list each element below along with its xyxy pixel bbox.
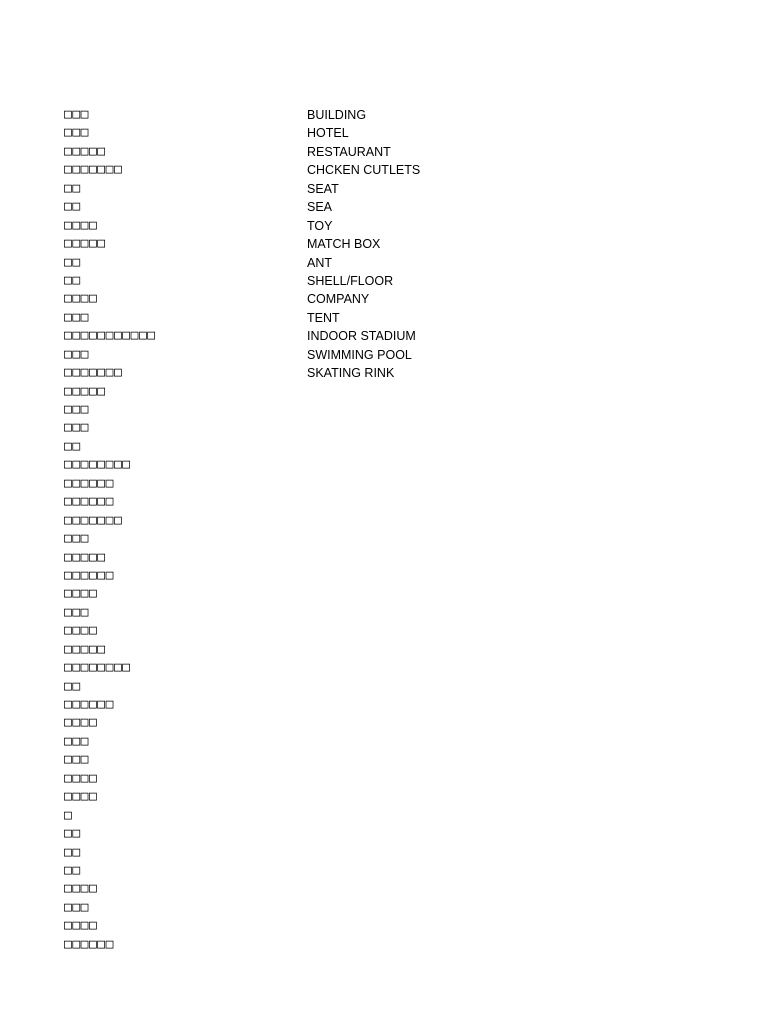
- native-word-5: □□: [64, 180, 81, 196]
- native-word-36: □□□: [64, 752, 89, 768]
- native-word-17: □□□: [64, 402, 89, 417]
- native-word-21: □□□□□□: [64, 475, 114, 491]
- native-word-22: □□□□□□: [64, 494, 114, 510]
- native-word-4: □□□□□□□: [64, 162, 123, 178]
- english-word-1: BUILDING: [307, 108, 367, 122]
- native-word-40: □□: [64, 826, 81, 842]
- native-word-1: □□□: [64, 107, 89, 122]
- native-word-column: [64, 106, 284, 954]
- native-word-25: □□□□□: [64, 549, 106, 565]
- native-word-2: □□□: [64, 125, 89, 141]
- native-word-27: □□□□: [64, 586, 98, 602]
- native-word-29: □□□□: [64, 623, 98, 639]
- native-word-35: □□□: [64, 733, 89, 749]
- native-word-31: □□□□□□□□: [64, 660, 131, 676]
- native-word-45: □□□□: [64, 918, 98, 934]
- english-word-6: SEA: [307, 200, 333, 215]
- native-word-9: □□: [64, 254, 81, 270]
- english-word-5: SEAT: [307, 181, 339, 196]
- english-word-3: RESTAURANT: [307, 144, 391, 159]
- native-word-6: □□: [64, 199, 81, 215]
- native-word-11: □□□□: [64, 291, 98, 307]
- native-word-8: □□□□□: [64, 236, 106, 252]
- english-word-8: MATCH BOX: [307, 237, 381, 252]
- native-word-23: □□□□□□□: [64, 512, 123, 528]
- english-word-2: HOTEL: [307, 126, 349, 141]
- native-word-14: □□□: [64, 346, 89, 362]
- native-word-7: □□□□: [64, 217, 98, 233]
- native-word-24: □□□: [64, 531, 89, 547]
- english-word-14: SWIMMING POOL: [307, 347, 412, 362]
- native-word-15: □□□□□□□: [64, 365, 123, 381]
- native-word-34: □□□□: [64, 715, 98, 731]
- native-word-41: □□: [64, 844, 81, 860]
- native-word-43: □□□□: [64, 881, 98, 897]
- native-word-10: □□: [64, 272, 81, 288]
- native-word-33: □□□□□□: [64, 697, 114, 712]
- native-word-13: □□□□□□□□□□□: [64, 328, 156, 344]
- native-word-18: □□□: [64, 420, 89, 436]
- native-word-16: □□□□□: [64, 383, 106, 399]
- english-word-11: COMPANY: [307, 292, 370, 307]
- native-word-30: □□□□□: [64, 641, 106, 657]
- native-word-37: □□□□: [64, 770, 98, 786]
- english-word-9: ANT: [307, 255, 332, 270]
- native-word-42: □□: [64, 862, 81, 878]
- english-word-15: SKATING RINK: [307, 366, 395, 381]
- native-word-38: □□□□: [64, 789, 98, 805]
- english-word-12: TENT: [307, 310, 340, 325]
- native-word-26: □□□□□□: [64, 567, 114, 583]
- english-word-column: [307, 106, 607, 383]
- native-word-39: □: [64, 807, 73, 823]
- native-word-20: □□□□□□□□: [64, 457, 131, 473]
- native-word-19: □□: [64, 438, 81, 454]
- english-word-10: SHELL/FLOOR: [307, 273, 394, 288]
- native-word-44: □□□: [64, 899, 89, 915]
- native-word-12: □□□: [64, 309, 89, 325]
- english-word-13: INDOOR STADIUM: [307, 329, 416, 344]
- native-word-32: □□: [64, 678, 81, 694]
- english-word-7: TOY: [307, 218, 333, 233]
- native-word-28: □□□: [64, 604, 89, 620]
- native-word-46: □□□□□□: [64, 936, 114, 952]
- native-word-3: □□□□□: [64, 143, 106, 159]
- english-word-4: CHCKEN CUTLETS: [307, 163, 421, 178]
